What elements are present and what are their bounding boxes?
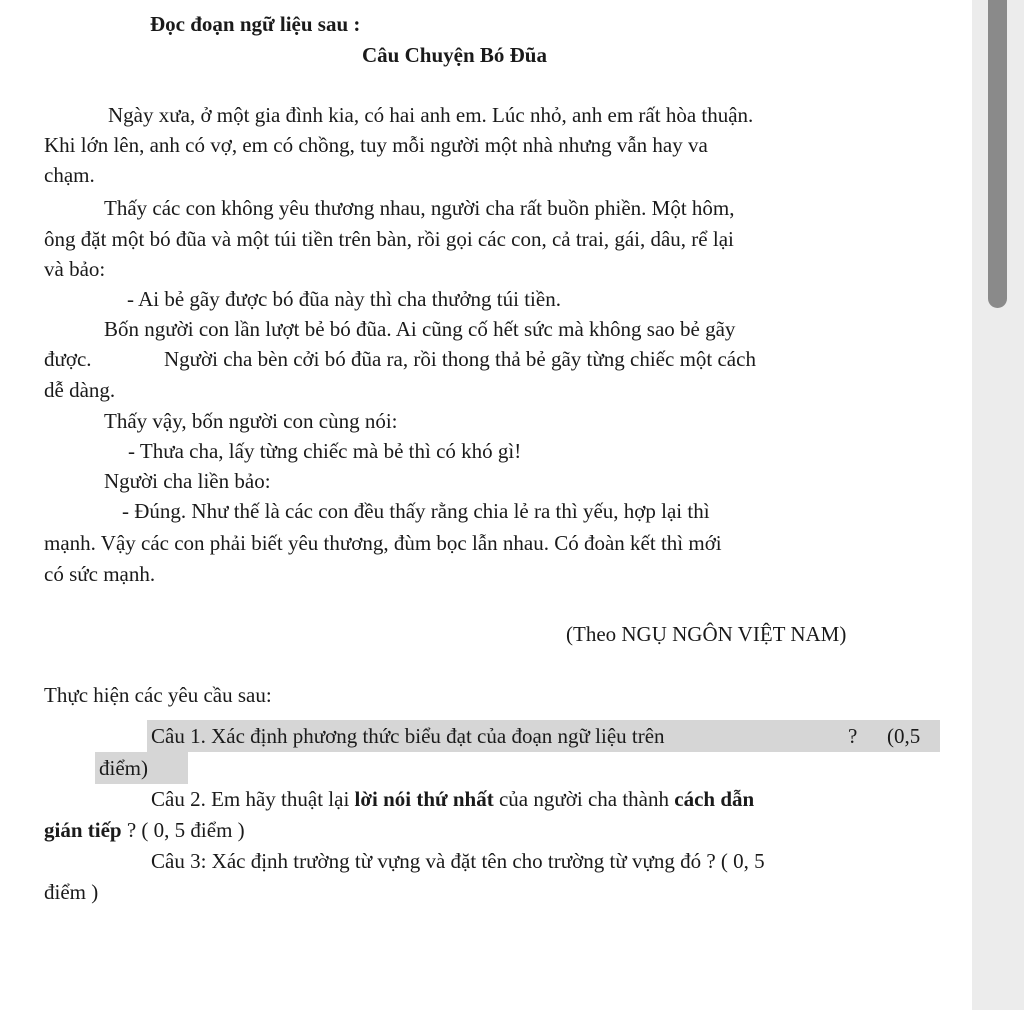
paragraph-line: Người cha bèn cởi bó đũa ra, rồi thong thả bẻ gãy từng chiếc một cách <box>164 347 756 371</box>
paragraph-line: Người cha liền bảo: <box>104 469 271 493</box>
paragraph-line: ông đặt một bó đũa và một túi tiền trên bàn, rồi gọi các con, cả trai, gái, dâu, rể lại <box>44 227 734 251</box>
paragraph-line: có sức mạnh. <box>44 562 156 586</box>
paragraph-line: Ngày xưa, ở một gia đình kia, có hai anh em. Lúc nhỏ, anh em rất hòa thuận. <box>108 103 754 127</box>
paragraph-line: dễ dàng. <box>44 378 116 402</box>
question-2-text: ? ( 0, 5 điểm ) <box>121 818 245 842</box>
paragraph-line: Thấy các con không yêu thương nhau, người cha rất buồn phiền. Một hôm, <box>104 196 735 220</box>
paragraph-line: chạm. <box>44 163 95 187</box>
question-2-bold: lời nói thứ nhất <box>354 787 494 811</box>
paragraph-line: Thấy vậy, bốn người con cùng nói: <box>104 409 398 433</box>
paragraph-line: Khi lớn lên, anh có vợ, em có chồng, tuy mỗi người một nhà nhưng vẫn hay va <box>44 133 708 157</box>
question-1-text: Câu 1. Xác định phương thức biểu đạt của đoạn ngữ liệu trên <box>151 724 665 748</box>
paragraph-line: Bốn người con lần lượt bẻ bó đũa. Ai cũng cố hết sức mà không sao bẻ gãy <box>104 317 736 341</box>
document-heading: Đọc đoạn ngữ liệu sau : <box>150 12 361 36</box>
question-2-line-2 <box>44 817 245 843</box>
question-2-bold: cách dẫn <box>674 787 755 811</box>
question-2-text: Câu 2. Em hãy thuật lại <box>151 787 355 811</box>
paragraph-line: mạnh. Vậy các con phải biết yêu thương, đùm bọc lẫn nhau. Có đoàn kết thì mới <box>44 531 722 555</box>
tasks-heading: Thực hiện các yêu cầu sau: <box>44 683 272 707</box>
question-3-text: điểm ) <box>44 880 99 904</box>
scrollbar-thumb[interactable] <box>988 0 1007 308</box>
paragraph-line: được. <box>44 347 92 371</box>
question-2-line-1 <box>151 786 754 812</box>
question-2-text: của người cha thành <box>493 787 675 811</box>
paragraph-line: - Thưa cha, lấy từng chiếc mà bẻ thì có khó gì! <box>128 439 522 463</box>
paragraph-line: - Ai bẻ gãy được bó đũa này thì cha thưởng túi tiền. <box>127 287 561 311</box>
paragraph-line: và bảo: <box>44 257 106 281</box>
question-1-score-cont: điểm) <box>99 756 148 780</box>
source-citation: (Theo NGỤ NGÔN VIỆT NAM) <box>566 622 847 646</box>
paragraph-line: - Đúng. Như thế là các con đều thấy rằng chia lẻ ra thì yếu, hợp lại thì <box>122 499 710 523</box>
story-title: Câu Chuyện Bó Đũa <box>362 43 547 67</box>
question-1-mark: ? <box>848 724 858 748</box>
question-3-text: Câu 3: Xác định trường từ vựng và đặt tên cho trường từ vựng đó ? ( 0, 5 <box>151 849 765 873</box>
question-1-score: (0,5 <box>887 724 921 748</box>
question-2-bold: gián tiếp <box>44 818 122 842</box>
